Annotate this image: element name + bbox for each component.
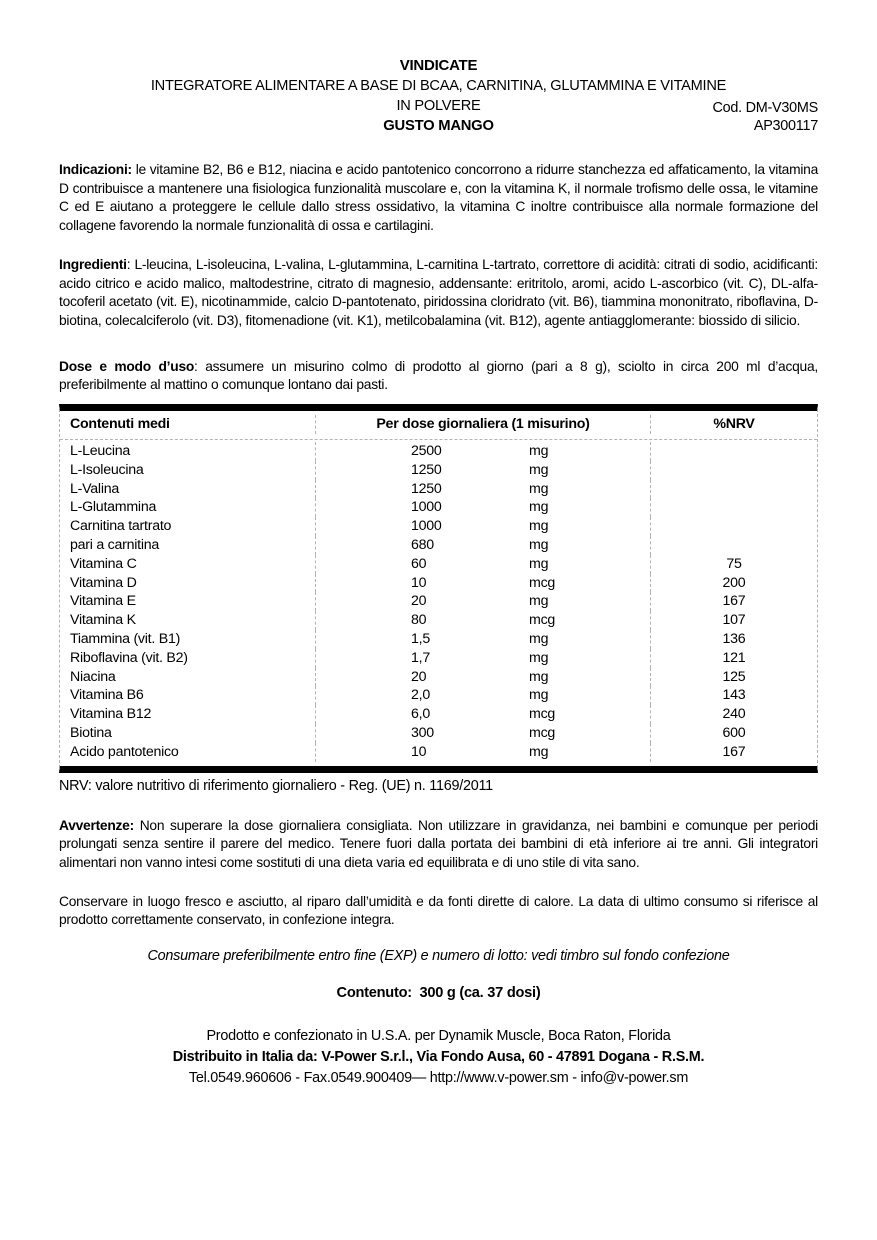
- nrv-reference-note: NRV: valore nutritivo di riferimento giornaliero - Reg. (UE) n. 1169/2011: [59, 777, 493, 794]
- nutrient-dose: [316, 517, 651, 536]
- nutrient-unit: mg: [529, 537, 549, 554]
- nutrient-nrv: [651, 480, 817, 499]
- nutrient-dose: [316, 743, 651, 762]
- nutrient-nrv: 121: [722, 649, 746, 666]
- ingredienti-paragraph: [59, 256, 818, 331]
- nutrient-unit: mg: [529, 518, 549, 535]
- nutrient-unit: mg: [529, 555, 549, 572]
- avvertenze-text: Non superare la dose giornaliera consigliata. Non utilizzare in gravidanza, nei bambini e comunque per periodi prolungati senza sentire il parere del medico. Tenere fuori dalla portata dei bambini di età inferiore ai tre anni. Gli integratori alimentari non vanno intesi come sostituti di una dieta varia ed equilibrata e di uno stile di vita sano.: [59, 817, 818, 870]
- nutrient-dose: [316, 536, 651, 555]
- nutrient-unit: mcg: [529, 612, 556, 629]
- nutrient-name: Riboflavina (vit. B2): [60, 649, 316, 668]
- nutrient-amount: 2,0: [411, 687, 430, 704]
- nutrient-dose: [316, 555, 651, 574]
- nutrient-name: Vitamina B6: [60, 686, 316, 705]
- nutrient-nrv: 75: [726, 555, 742, 572]
- nutrient-amount: 1,5: [411, 631, 430, 647]
- nutrient-nrv: 240: [722, 706, 746, 723]
- nutrient-name: L-Valina: [60, 480, 316, 499]
- table-row: [60, 536, 817, 555]
- nutrient-name: Vitamina D: [60, 574, 316, 593]
- dose-label: Dose e modo d’uso: [59, 358, 195, 374]
- nutrient-amount: 2500: [411, 443, 442, 460]
- header: [59, 0, 818, 136]
- table-row: [60, 480, 817, 499]
- ingredienti-label: Ingredienti: [59, 256, 127, 272]
- nutrient-dose: [316, 461, 651, 480]
- nutrient-nrv: 143: [722, 687, 746, 704]
- nutrient-amount: 10: [411, 574, 427, 591]
- nutrient-nrv: 136: [722, 631, 746, 647]
- nutrient-name: L-Glutammina: [60, 498, 316, 517]
- table-row: [60, 517, 817, 536]
- nutrient-dose: [316, 686, 651, 705]
- nutrient-name: Vitamina B12: [60, 705, 316, 724]
- nutrient-amount: 20: [411, 668, 427, 685]
- nutrient-amount: 80: [411, 612, 427, 629]
- nutrient-name: L-Leucina: [60, 442, 316, 461]
- nutrition-table-body: [60, 440, 817, 766]
- batch-code: AP300117: [753, 117, 818, 134]
- contacts-line: Tel.0549.960606 - Fax.0549.900409— http://www.v-power.sm - info@v-power.sm: [188, 1070, 689, 1087]
- nutrient-name: Biotina: [60, 724, 316, 743]
- table-row: [60, 442, 817, 461]
- nutrition-table: [59, 404, 818, 773]
- nutrient-name: pari a carnitina: [60, 536, 316, 555]
- nutrient-amount: 60: [411, 555, 427, 572]
- nutrient-name: L-Isoleucina: [60, 461, 316, 480]
- nutrient-dose: [316, 498, 651, 517]
- contenuto-line: Contenuto: 300 g (ca. 37 dosi): [336, 985, 541, 1002]
- nutrient-dose: [316, 705, 651, 724]
- nutrient-amount: 1000: [411, 499, 442, 516]
- nutrient-dose: [316, 649, 651, 668]
- nutrient-unit: mg: [529, 649, 549, 666]
- table-row: [60, 743, 817, 762]
- nutrient-name: Carnitina tartrato: [60, 517, 316, 536]
- nutrient-unit: mg: [529, 461, 549, 478]
- distributor-line: Distribuito in Italia da: V-Power S.r.l., Via Fondo Ausa, 60 - 47891 Dogana - R.S.M.: [172, 1049, 705, 1066]
- table-row: [60, 649, 817, 668]
- nutrient-amount: 20: [411, 593, 427, 610]
- table-row: [60, 574, 817, 593]
- nutrient-nrv: 125: [722, 668, 746, 685]
- nutrient-unit: mg: [529, 443, 549, 460]
- column-header-dose: Per dose giornaliera (1 misurino): [316, 415, 651, 434]
- table-row: [60, 686, 817, 705]
- table-row: [60, 592, 817, 611]
- nutrient-dose: [316, 592, 651, 611]
- flavor-label: GUSTO MANGO: [383, 118, 494, 134]
- indicazioni-paragraph: [59, 161, 818, 236]
- nutrient-name: Vitamina E: [60, 592, 316, 611]
- nutrient-unit: mcg: [529, 724, 556, 741]
- nutrient-name: Acido pantotenico: [60, 743, 316, 762]
- ingredienti-text: : L-leucina, L-isoleucina, L-valina, L-glutammina, L-carnitina L-tartrato, correttore di acidità: citrati di sodio, acidificanti: acido citrico e acido malico, maltodestrine, citrato di magnesio, addensante: eritritolo, aromi, acido L-ascorbico (vit. C), DL-alfa-tocoferil acetato (vit. E), nicotinammide, calcio D-pantotenato, piridossina cloridrato (vit. B6), tiammina mononitrato, riboflavina, D-biotina, colecalciferolo (vit. D3), fitomenadione (vit. K1), metilcobalamina (vit. B12), agente antiagglomerante: biossido di silicio.: [59, 256, 818, 328]
- nutrient-dose: [316, 630, 651, 649]
- dose-paragraph: [59, 358, 818, 395]
- indicazioni-text: le vitamine B2, B6 e B12, niacina e acido pantotenico concorrono a ridurre stanchezza ed affaticamento, la vitamina D contribuisce a mantenere una fisiologica funzionalità muscolare e, con la vitamina K, il normale trofismo delle ossa, le vitamine C ed E aiutano a proteggere le cellule dallo stress ossidativo, la vitamina C inoltre contribuisce alla normale formazione del collagene favorendo la normale funzionalità di ossa e cartilagini.: [59, 162, 818, 234]
- footer: [59, 1026, 818, 1089]
- nutrient-unit: mg: [529, 631, 549, 647]
- nutrient-unit: mg: [529, 499, 549, 516]
- nutrient-name: Niacina: [60, 668, 316, 687]
- nutrient-amount: 10: [411, 743, 427, 760]
- nutrient-nrv: 167: [722, 593, 746, 610]
- nutrient-unit: mg: [529, 480, 549, 497]
- table-row: [60, 611, 817, 630]
- nutrient-unit: mg: [529, 668, 549, 685]
- avvertenze-label: Avvertenze:: [59, 817, 134, 833]
- indicazioni-label: Indicazioni:: [59, 162, 132, 177]
- nutrient-unit: mg: [529, 593, 549, 610]
- product-codes: [712, 100, 818, 135]
- table-row: [60, 705, 817, 724]
- nutrient-amount: 1,7: [411, 649, 430, 666]
- avvertenze-paragraph: [59, 817, 818, 873]
- nutrient-dose: [316, 668, 651, 687]
- table-row: [60, 724, 817, 743]
- nutrient-dose: [316, 442, 651, 461]
- nutrient-dose: [316, 611, 651, 630]
- nutrient-unit: mg: [529, 687, 549, 704]
- scadenza-note: Consumare preferibilmente entro fine (EXP) e numero di lotto: vedi timbro sul fondo confezione: [147, 948, 730, 965]
- nutrient-dose: [316, 574, 651, 593]
- table-row: [60, 555, 817, 574]
- product-description-line1: INTEGRATORE ALIMENTARE A BASE DI BCAA, CARNITINA, GLUTAMMINA E VITAMINE: [150, 78, 727, 94]
- table-row: [60, 498, 817, 517]
- table-row: [60, 668, 817, 687]
- column-header-contenuti: Contenuti medi: [60, 415, 316, 434]
- table-row: [60, 461, 817, 480]
- nutrient-name: Tiammina (vit. B1): [60, 630, 316, 649]
- nutrient-nrv: [651, 498, 817, 517]
- nutrient-nrv: 200: [722, 574, 746, 591]
- nutrition-table-header: [60, 411, 817, 440]
- nutrient-nrv: 600: [722, 724, 746, 741]
- nutrient-unit: mcg: [529, 706, 556, 723]
- brand-title: VINDICATE: [399, 57, 478, 74]
- product-code: Cod. DM-V30MS: [712, 100, 818, 116]
- manufacturer-line: Prodotto e confezionato in U.S.A. per Dynamik Muscle, Boca Raton, Florida: [206, 1028, 671, 1045]
- nutrient-nrv: [651, 461, 817, 480]
- nutrient-nrv: [651, 442, 817, 461]
- table-row: [60, 630, 817, 649]
- product-description-line2: IN POLVERE: [396, 98, 481, 114]
- nutrient-name: Vitamina K: [60, 611, 316, 630]
- nutrient-amount: 1250: [411, 480, 442, 497]
- dose-text: : assumere un misurino colmo di prodotto al giorno (pari a 8 g), sciolto in circa 200 ml d’acqua, preferibilmente al mattino o comunque lontano dai pasti.: [59, 358, 818, 393]
- nutrient-amount: 1000: [411, 518, 442, 535]
- nutrient-amount: 680: [411, 537, 434, 554]
- nutrient-nrv: [651, 536, 817, 555]
- conservazione-paragraph: Conservare in luogo fresco e asciutto, al riparo dall’umidità e da fonti dirette di calore. La data di ultimo consumo si riferisce al prodotto correttamente conservato, in confezione integra.: [59, 893, 818, 928]
- nutrient-amount: 1250: [411, 461, 442, 478]
- nutrient-unit: mcg: [529, 574, 556, 591]
- nutrient-unit: mg: [529, 743, 549, 760]
- column-header-nrv: %NRV: [713, 416, 755, 433]
- nutrient-nrv: 107: [722, 612, 746, 629]
- nutrient-dose: [316, 724, 651, 743]
- nutrient-amount: 300: [411, 724, 434, 741]
- nutrient-nrv: 167: [722, 743, 746, 760]
- nutrient-nrv: [651, 517, 817, 536]
- nutrient-name: Vitamina C: [60, 555, 316, 574]
- nutrient-amount: 6,0: [411, 706, 430, 723]
- nutrient-dose: [316, 480, 651, 499]
